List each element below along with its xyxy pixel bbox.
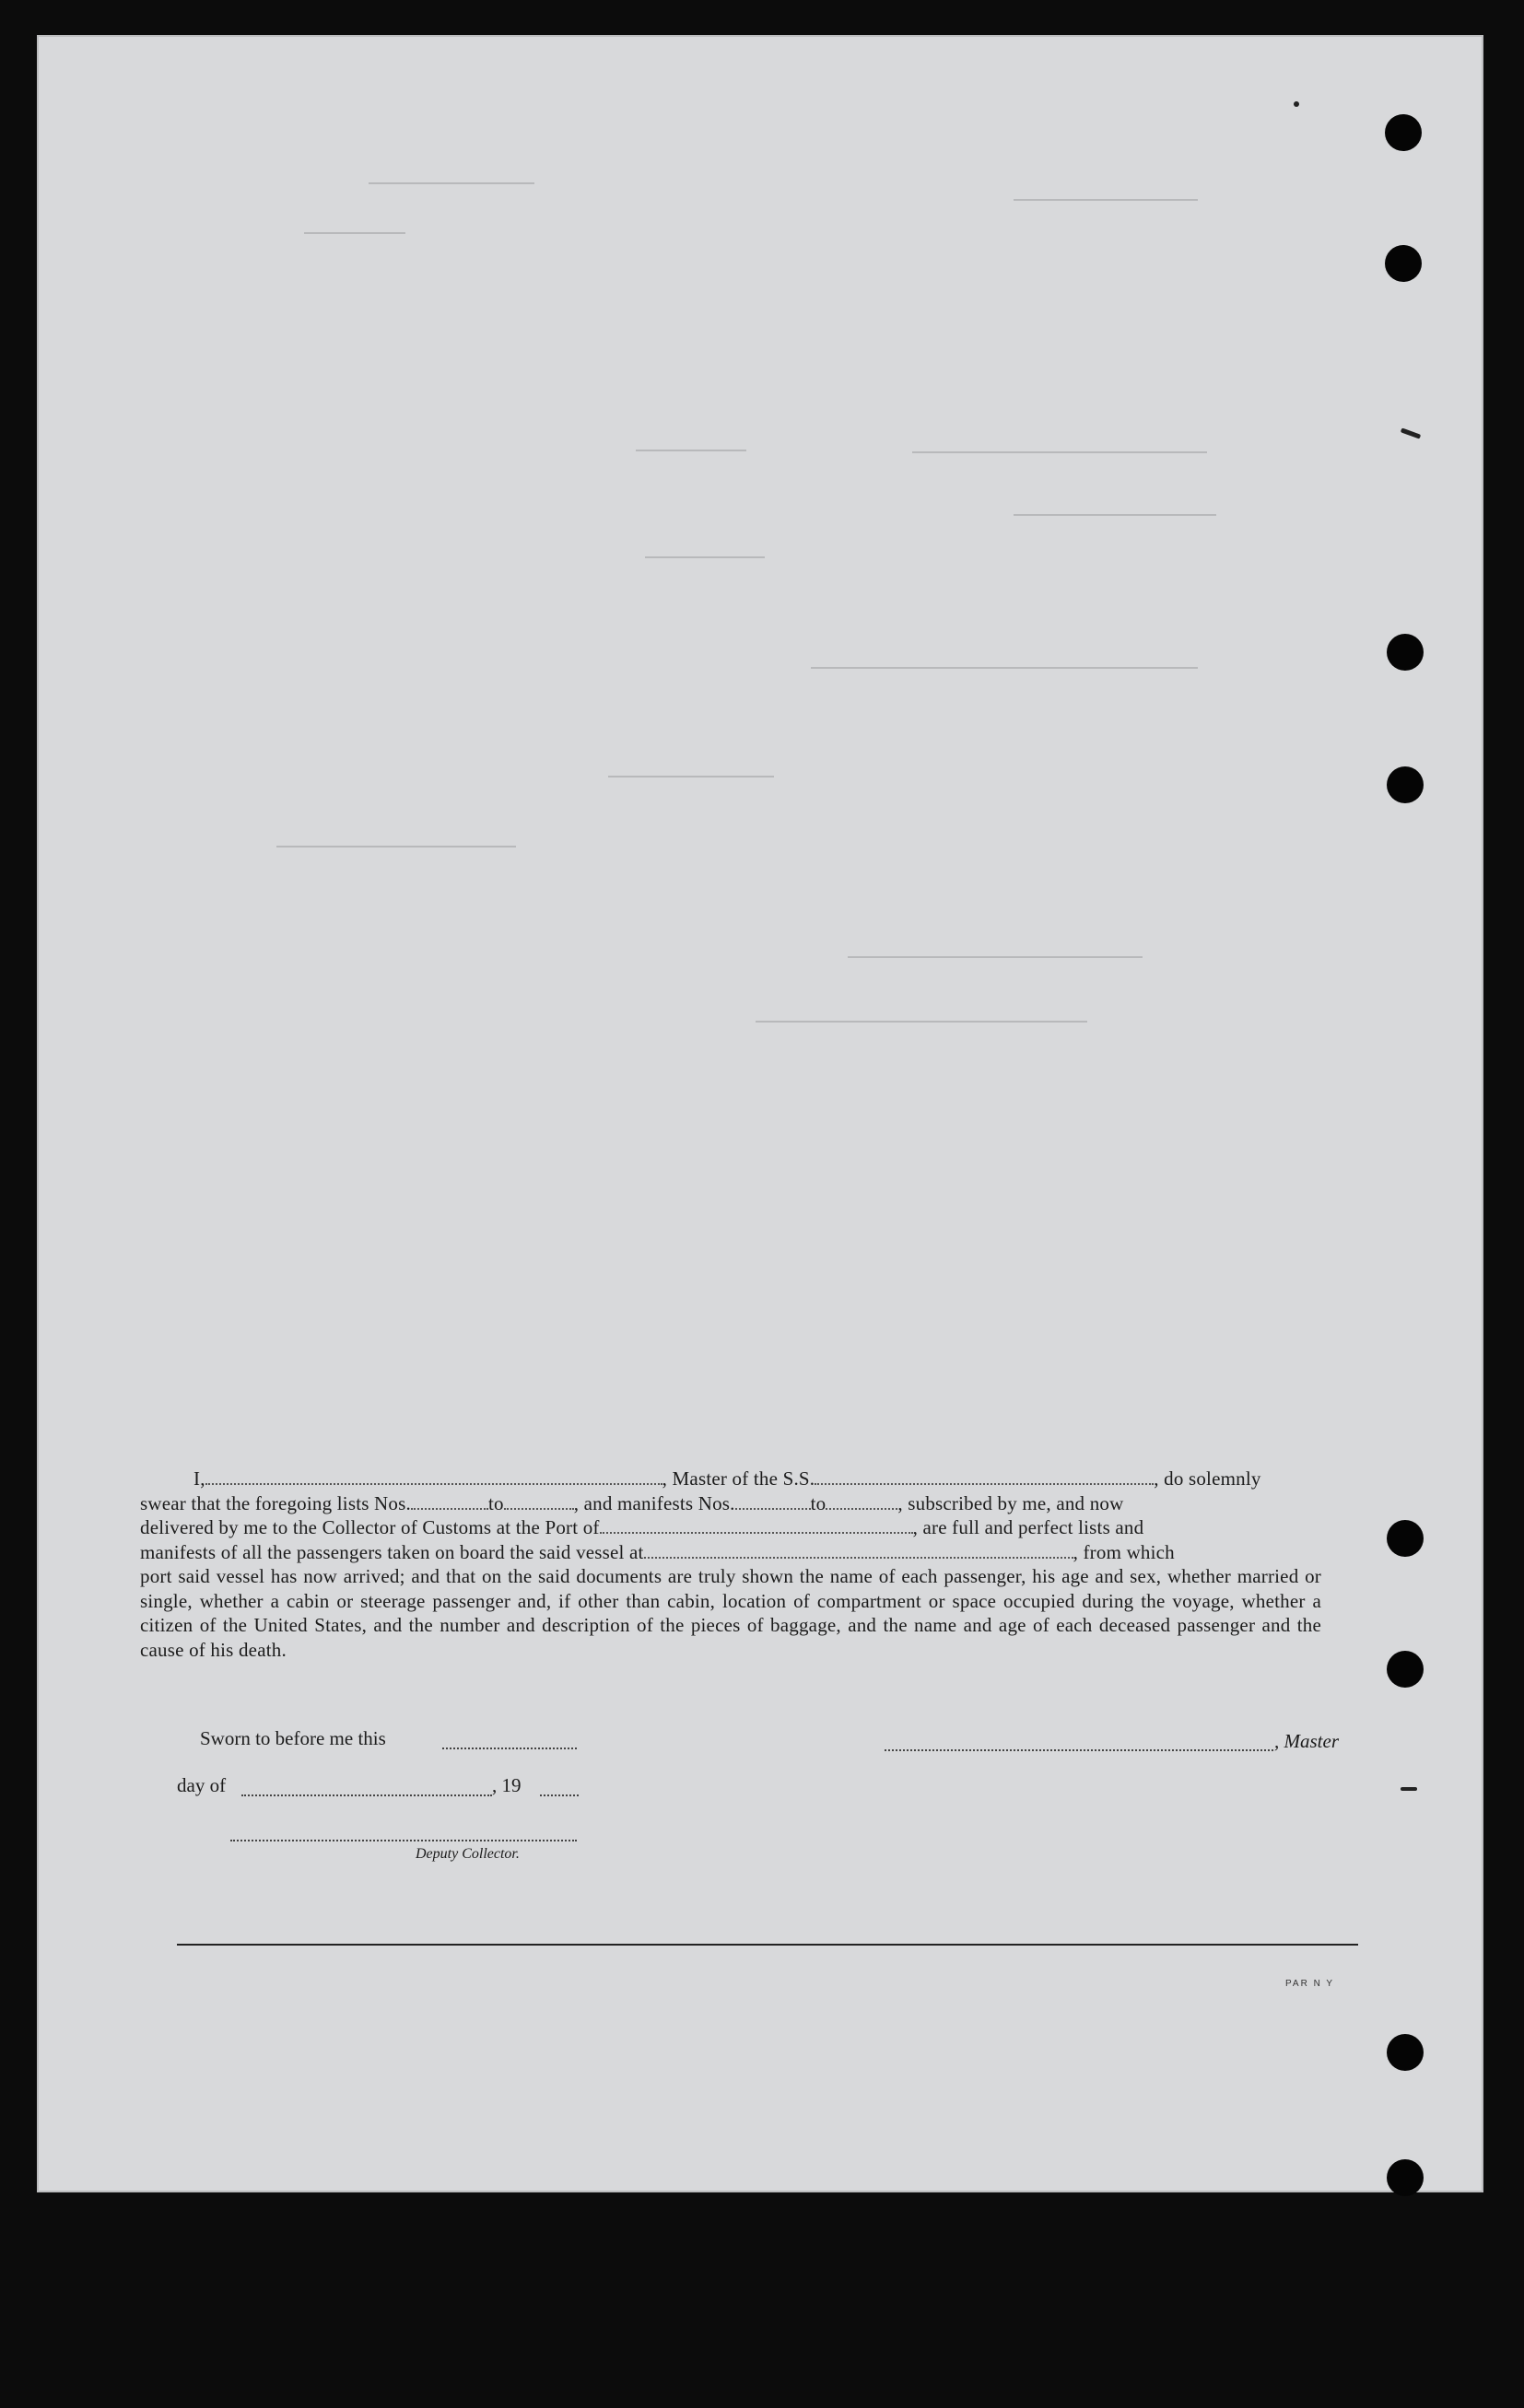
speck [1401, 427, 1421, 438]
oath-line3-pre: delivered by me to the Collector of Customs at the Port of [140, 1516, 600, 1538]
punch-hole [1387, 2034, 1424, 2071]
bleed-through-mark [304, 232, 405, 234]
printer-mark [1285, 1979, 1334, 1989]
punch-hole [1387, 1520, 1424, 1557]
master-signature-blank [885, 1749, 1273, 1751]
list-to-blank [504, 1508, 574, 1510]
embark-port-blank [644, 1557, 1073, 1559]
oath-line4-end: , from which [1073, 1540, 1175, 1563]
bleed-through-mark [756, 1021, 1087, 1023]
printer-mark-text: PAR N Y [1285, 1979, 1335, 1989]
bleed-through-mark [912, 451, 1207, 453]
deputy-collector-label [416, 1846, 520, 1863]
oath-rest: port said vessel has now arrived; and that on the said documents are truly shown the name of each passenger, his age and sex, whether married or single, whether a cabin or steerage passenger and, if other than cabin, location of compartment or space occupied during the voyage, whether a citizen of the United States, and the number and description of the pieces of baggage, and the name and age of each deceased passenger and the cause of his death. [140, 1565, 1321, 1661]
bleed-through-mark [1014, 514, 1216, 516]
oath-line2-to1: to [487, 1491, 504, 1514]
punch-hole [1385, 245, 1422, 282]
punch-hole [1387, 766, 1424, 803]
deputy-collector-text: Deputy Collector. [416, 1846, 520, 1862]
year-text: , 19 [492, 1774, 522, 1796]
day-of-label [177, 1774, 226, 1797]
speck [1294, 101, 1299, 107]
bleed-through-mark [848, 956, 1143, 958]
bleed-through-mark [1014, 199, 1198, 201]
punch-hole [1387, 1651, 1424, 1688]
bleed-through-mark [608, 776, 774, 777]
oath-line2-end: , subscribed by me, and now [897, 1491, 1124, 1514]
oath-line2-mid: , and manifests Nos. [573, 1491, 735, 1514]
speck [1401, 1787, 1417, 1791]
sworn-date-blank [442, 1748, 577, 1749]
oath-line2-to2: to [810, 1491, 826, 1514]
oath-line1-pre: I, [193, 1467, 205, 1490]
oath-line1-end: , do solemnly [1154, 1467, 1261, 1490]
day-of-text: day of [177, 1774, 227, 1796]
manifest-to-blank [826, 1508, 897, 1510]
punch-hole [1385, 114, 1422, 151]
ship-name-blank [815, 1483, 1154, 1485]
master-name-blank [205, 1483, 662, 1485]
master-label [1274, 1730, 1339, 1753]
oath-line1-mid: , Master of the S.S. [662, 1467, 815, 1490]
bleed-through-mark [811, 667, 1198, 669]
manifest-from-blank [735, 1508, 811, 1510]
punch-hole [1387, 2159, 1424, 2196]
day-of-blank [241, 1794, 492, 1796]
bottom-rule [177, 1944, 1358, 1946]
bleed-through-mark [369, 182, 534, 184]
punch-hole [1387, 634, 1424, 671]
list-from-blank [411, 1508, 488, 1510]
oath-line4-pre: manifests of all the passengers taken on board the said vessel at [140, 1540, 644, 1563]
year-label [492, 1774, 522, 1797]
oath-line3-end: , are full and perfect lists and [912, 1516, 1144, 1538]
port-blank [600, 1532, 913, 1534]
deputy-signature-blank [230, 1840, 577, 1841]
master-label-text: , Master [1274, 1730, 1339, 1752]
oath-line2-pre: swear that the foregoing lists Nos. [140, 1491, 411, 1514]
bleed-through-mark [276, 846, 516, 847]
sworn-text: Sworn to before me this [200, 1727, 386, 1749]
bleed-through-mark [645, 556, 765, 558]
sworn-label [200, 1727, 386, 1750]
manifest-back-sheet [37, 35, 1483, 2192]
year-blank [540, 1794, 579, 1796]
oath-paragraph [140, 1467, 1321, 1662]
bleed-through-mark [636, 450, 746, 451]
